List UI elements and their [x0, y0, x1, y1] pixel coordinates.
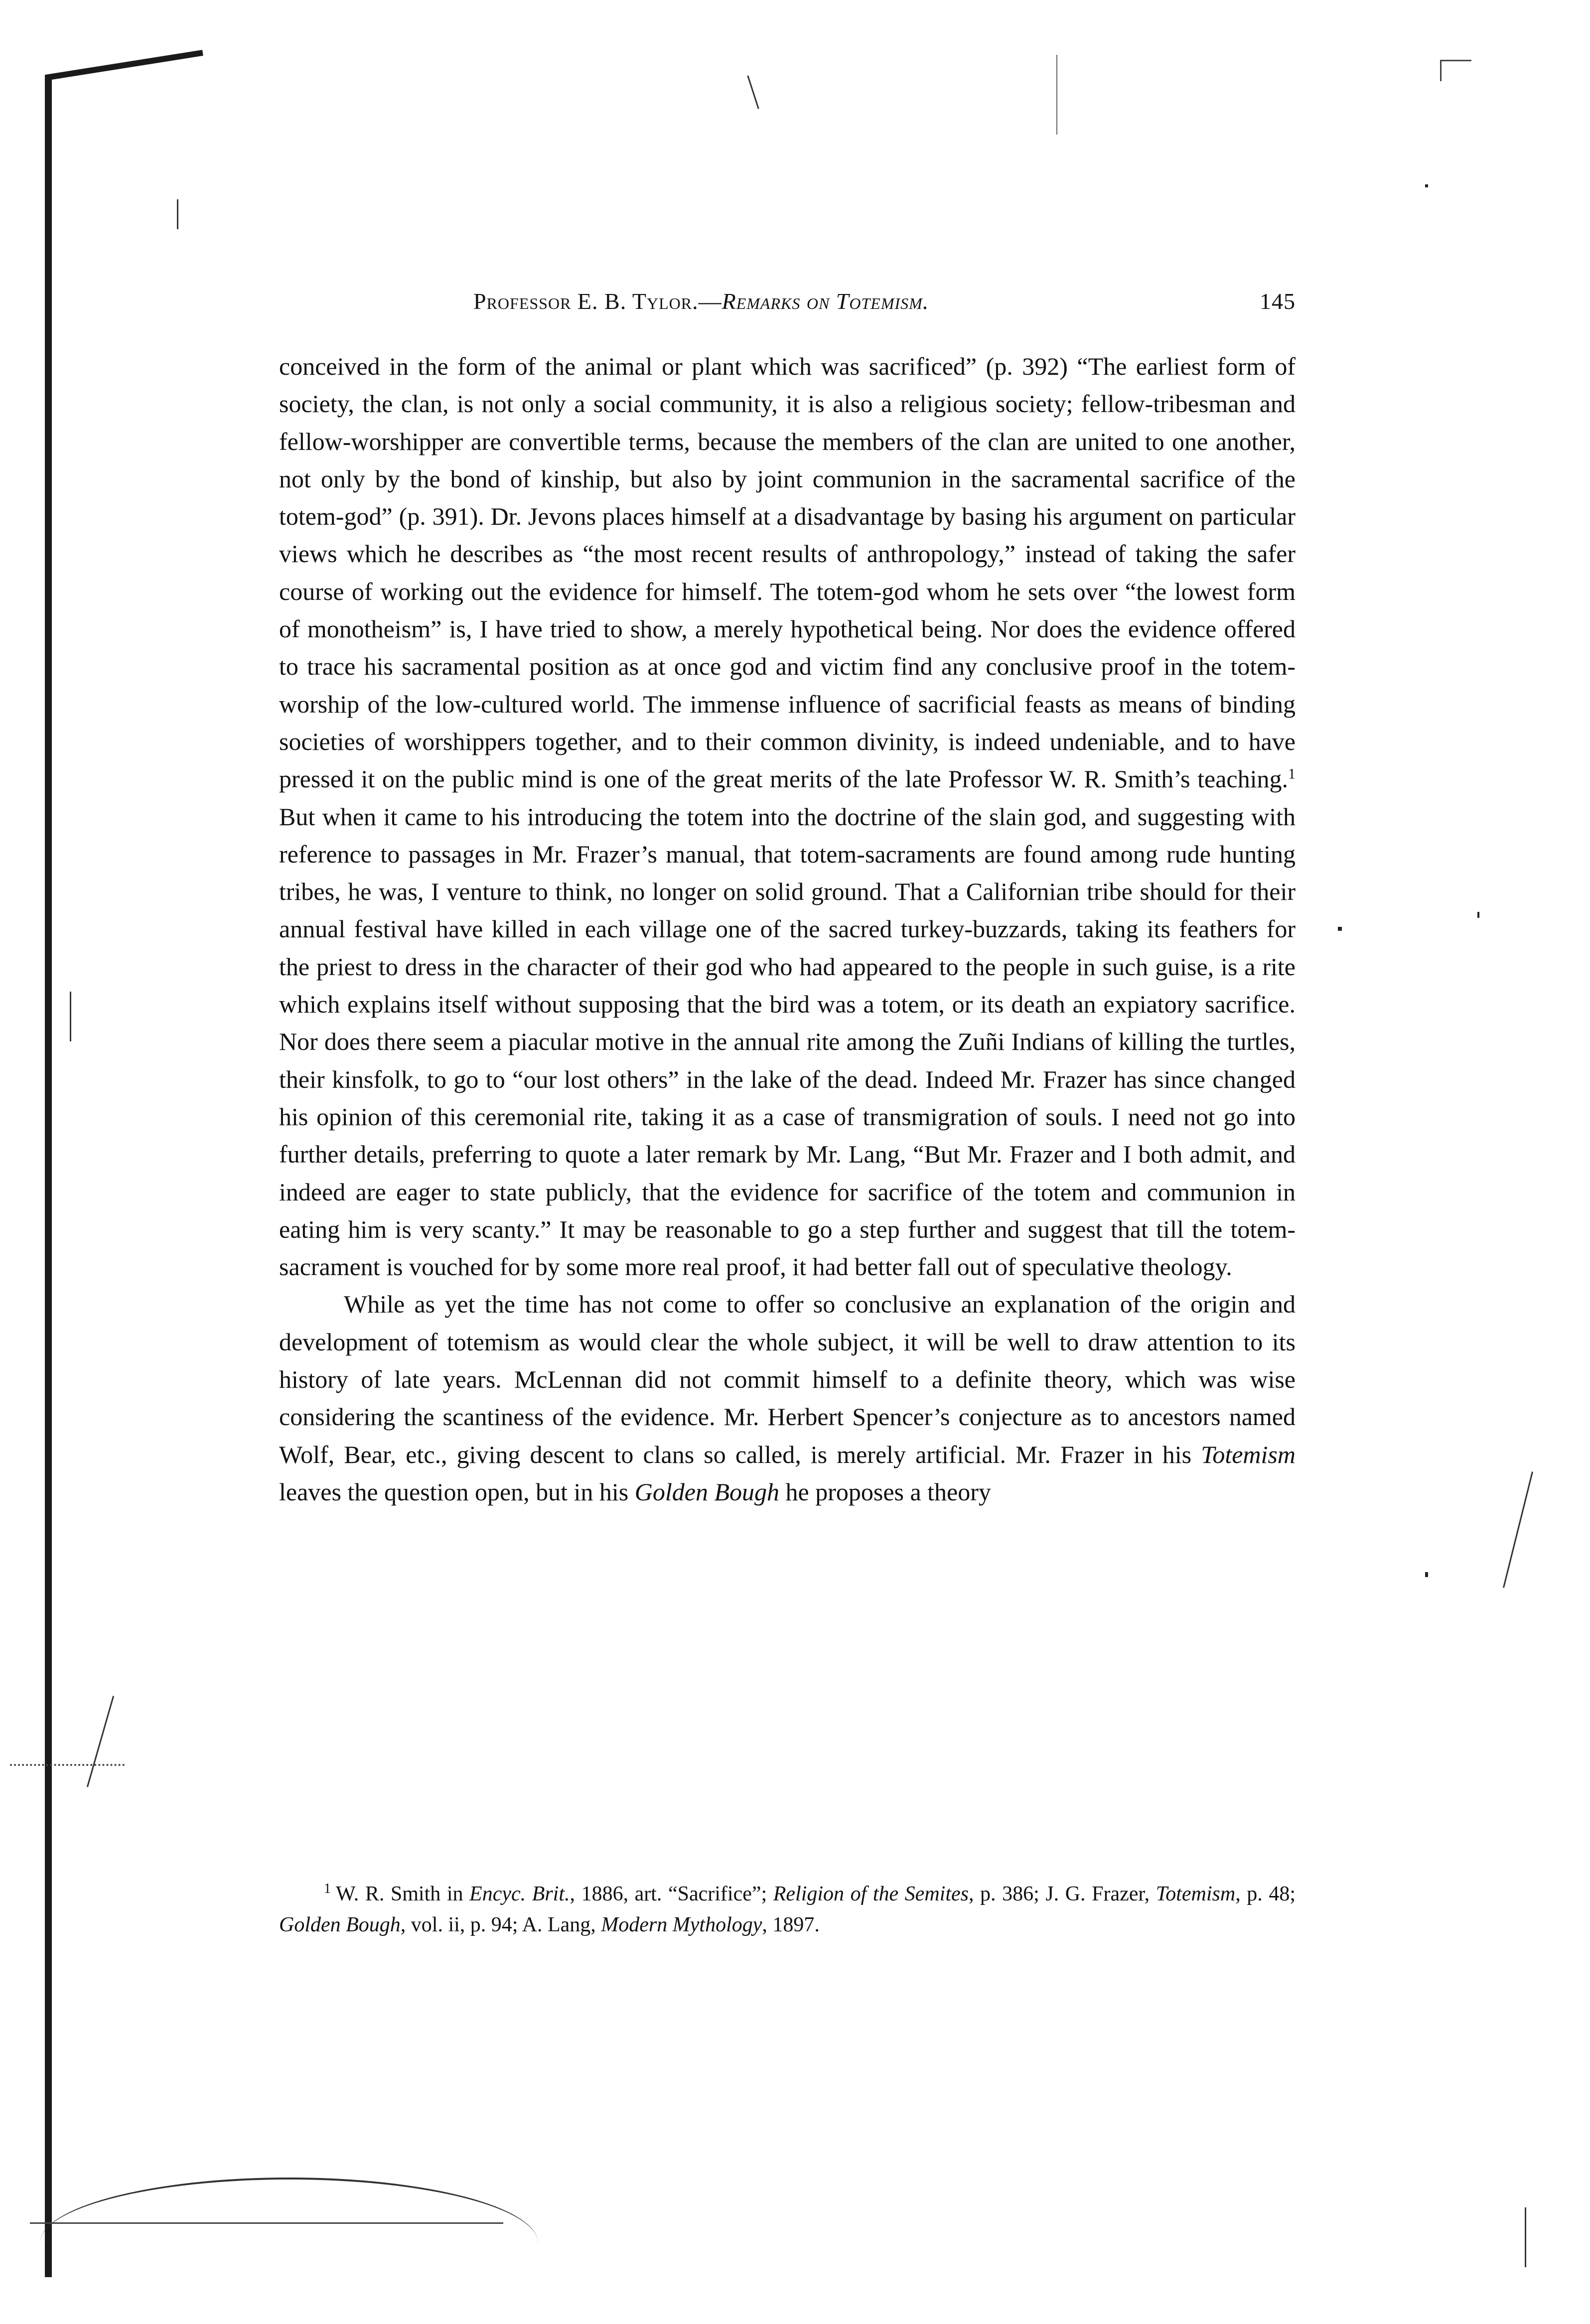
dotted-artifact	[10, 1764, 125, 1766]
paragraph-text: While as yet the time has not come to offer so conclusive an explanation of the origin and development of totemism as would clear the whole subject, it will be well to draw attention to its history of late years. McLennan did not commit himself to a definite theory, which was wise considering the scantiness of the evidence. Mr. Herbert Spencer’s conjecture as to ancestors named Wolf, Bear, etc., giving descent to clans so called, is merely artificial. Mr. Frazer in his	[279, 1290, 1296, 1468]
footnote-text	[279, 1879, 1296, 1940]
paragraph-text: he proposes a theory	[779, 1477, 991, 1506]
book-title: Golden Bough	[634, 1477, 780, 1506]
paragraph	[279, 348, 1296, 1286]
paragraph-text: conceived in the form of the animal or plant which was sacrificed” (p. 392) “The earliest form of society, the clan, is not only a social community, it is also a religious society; fellow-tribesman and fellow-worshipper are convertible terms, because the members of the clan are united to one another, not only by the bond of kinship, but also by joint communion in the sacramental sacrifice of the totem-god” (p. 391). Dr. Jevons places himself at a disadvantage by basing his argument on particular views which he describes as “the most recent results of anthropology,” instead of taking the safer course of working out the evidence for himself. The totem-god whom he sets over “the lowest form of monotheism” is, I have tried to show, a merely hypothetical being. Nor does the evidence offered to trace his sacramental position as at once god and victim find any conclusive proof in the totem-worship of the low-cultured world. The immense influence of sacrificial feasts as means of binding societies of worshippers together, and to their common divinity, is indeed undeniable, and to have pressed it on the public mind is one of the great merits of the late Professor W. R. Smith’s teaching.	[279, 352, 1296, 793]
page-number: 145	[1260, 289, 1296, 314]
bottom-line-artifact	[30, 2222, 503, 2224]
stray-mark-right-top	[1056, 55, 1057, 135]
footnote-mark: 1	[324, 1881, 331, 1896]
stray-mark-left-lower	[87, 1696, 114, 1787]
binding-edge-flare	[45, 50, 210, 125]
footnote-segment: , p. 48;	[1235, 1883, 1296, 1905]
running-head-title: Remarks on Totemism.	[722, 289, 929, 314]
stray-mark-left	[177, 199, 178, 229]
stray-mark-bottom-right	[1525, 2207, 1526, 2267]
running-head-author: Professor E. B. Tylor.	[473, 289, 699, 314]
running-head-author-title	[473, 288, 929, 314]
speck	[1425, 1572, 1428, 1577]
footnote-title: Totemism	[1156, 1883, 1236, 1905]
footnote-segment: W. R. Smith in	[336, 1883, 470, 1905]
footnote-segment: , p. 386; J. G. Frazer,	[968, 1883, 1156, 1905]
book-title: Totemism	[1201, 1440, 1296, 1468]
speck	[1477, 912, 1479, 918]
paragraph-text: leaves the question open, but in his	[279, 1477, 635, 1506]
footnote-reference: 1	[1288, 765, 1296, 782]
body-text	[279, 348, 1296, 1511]
footnote	[279, 1879, 1296, 1940]
running-head-dash: —	[698, 289, 722, 314]
footnote-title: Religion of the Semites	[773, 1883, 969, 1905]
stray-mark-right-lower	[1503, 1471, 1533, 1588]
paragraph-text: But when it came to his introducing the totem into the doctrine of the slain god, and suggesting with reference to passages in Mr. Frazer’s manual, that totem-sacraments are found among rude hunting tribes, he was, I venture to think, no longer on solid ground. That a Californian tribe should for their annual festival have killed in each village one of the sacred turkey-buzzards, taking its feathers for the priest to dress in the character of their god who had appeared to the people in such guise, is a rite which explains itself without supposing that the bird was a totem, or its death an expiatory sacrifice. Nor does there seem a piacular motive in the annual rite among the Zuñi Indians of killing the turtles, their kinsfolk, to go to “our lost others” in the lake of the dead. Indeed Mr. Frazer has since changed his opinion of this ceremonial rite, taking it as a case of transmigration of souls. I need not go into further details, preferring to quote a later remark by Mr. Lang, “But Mr. Frazer and I both admit, and indeed are eager to state publicly, that the evidence for sacrifice of the totem and communion in eating him is very scanty.” It may be reasonable to go a step further and suggest that till the totem-sacrament is vouched for by some more real proof, it had better fall out of speculative theology.	[279, 802, 1296, 1281]
footnote-segment: , 1886, art. “Sacrifice”;	[570, 1883, 773, 1905]
speck	[1425, 184, 1428, 187]
footnote-segment: , vol. ii, p. 94; A. Lang,	[400, 1913, 601, 1936]
binding-edge-line	[45, 75, 52, 2277]
footnote-segment: , 1897.	[762, 1913, 820, 1936]
corner-crop-mark	[1440, 60, 1471, 81]
bottom-curve-artifact	[40, 2178, 538, 2309]
footnote-title: Encyc. Brit.	[469, 1883, 570, 1905]
running-header	[279, 288, 1296, 318]
footnote-title: Golden Bough	[279, 1913, 401, 1936]
footnote-title: Modern Mythology	[601, 1913, 762, 1936]
paragraph	[279, 1286, 1296, 1511]
stray-mark-top	[747, 75, 759, 109]
stray-mark-left-mid	[70, 992, 71, 1041]
speck	[1338, 927, 1342, 931]
